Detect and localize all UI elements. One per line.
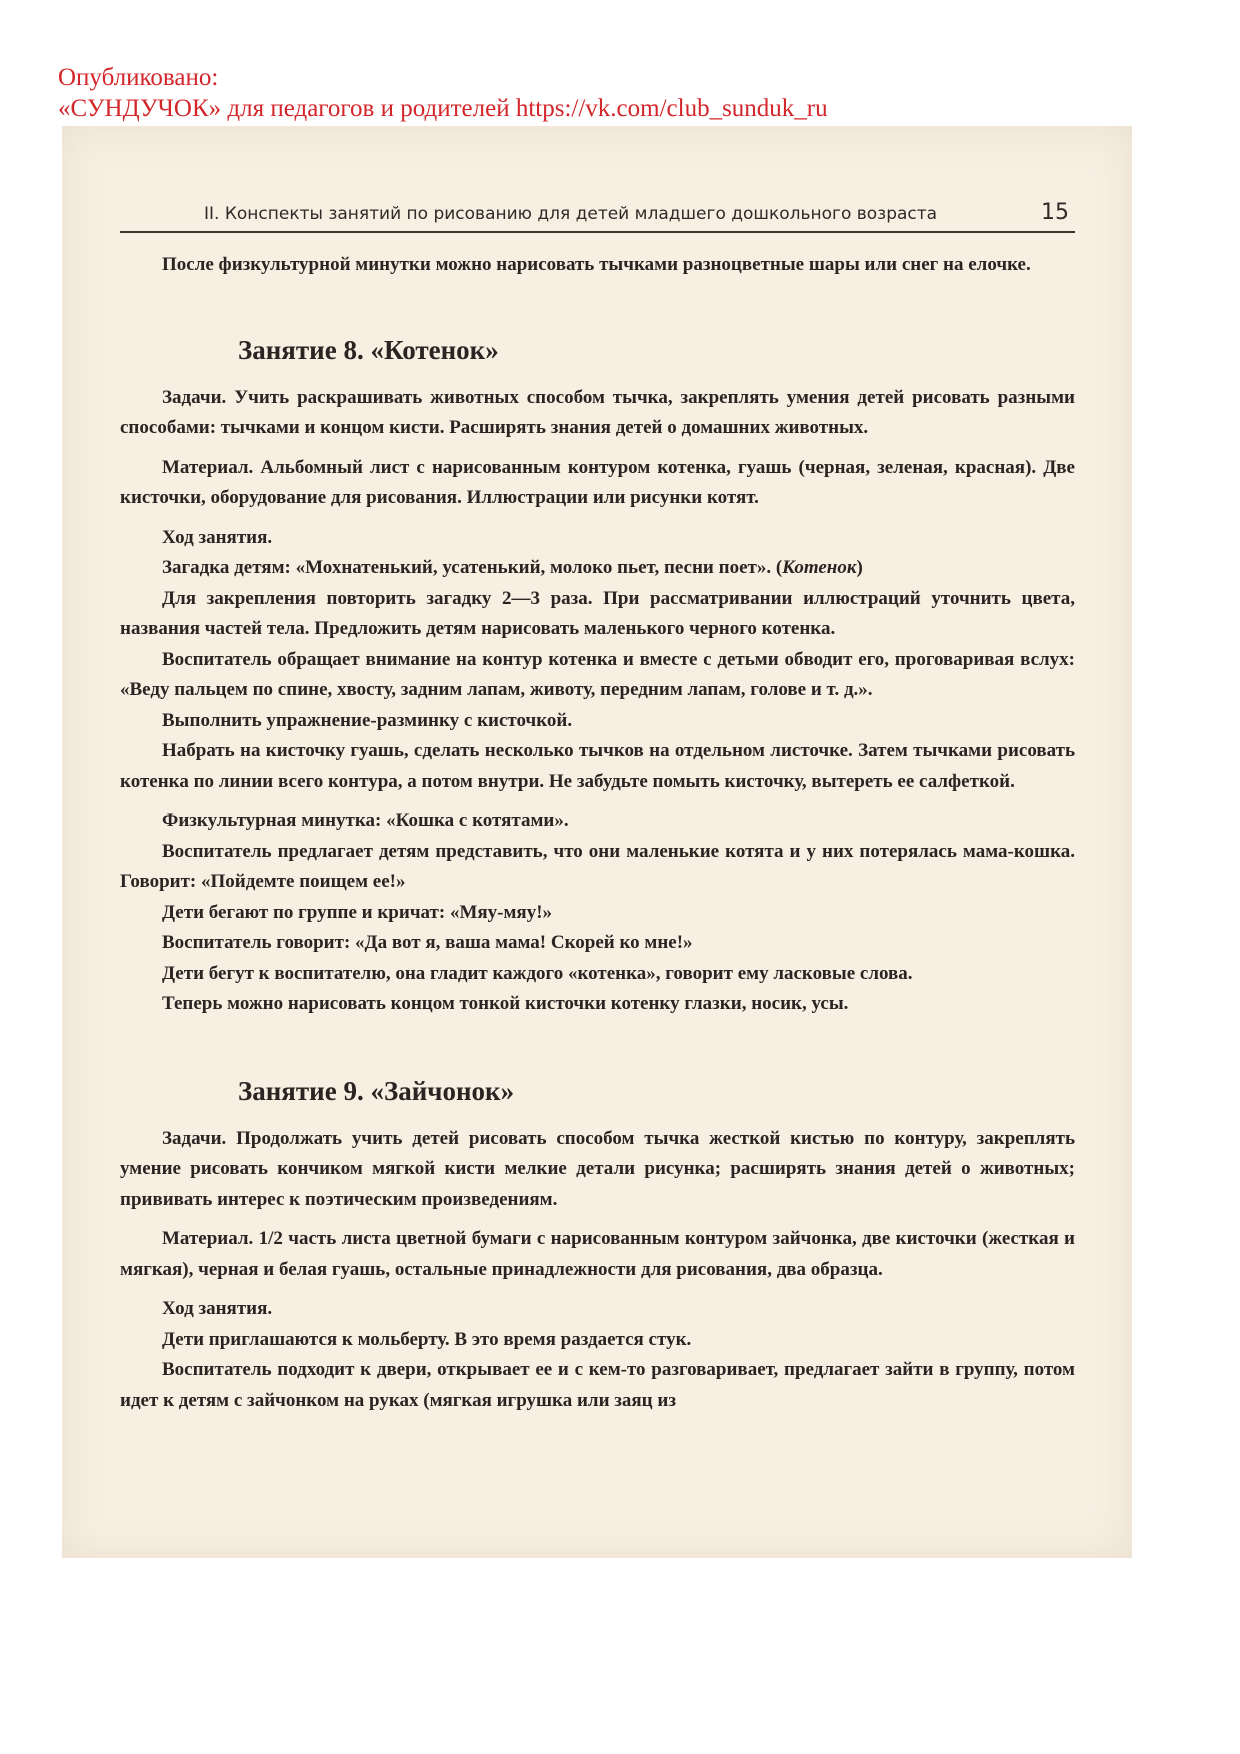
easel-text: приглашаются к мольберту. В это время раздается стук. [204, 1328, 692, 1350]
children-label: Дети [162, 901, 205, 923]
riddle-text: Загадка детям: «Мохнатенький, усатенький, молоко пьет, песни поет». ( [162, 557, 783, 578]
children-label: Дети [162, 962, 205, 984]
page-body [120, 250, 1075, 1416]
tasks-label: Задачи. [162, 386, 227, 408]
lesson-8-run [120, 898, 1075, 929]
educator-label: Воспитатель [162, 648, 272, 670]
lesson-8-tasks [120, 383, 1075, 444]
educator-label: Воспитатель [162, 1359, 272, 1380]
tasks-label: Задачи. [162, 1127, 227, 1149]
lesson-8-riddle [120, 553, 1075, 584]
material-label: Материал. [162, 456, 254, 478]
material-text: 1/2 часть листа цветной бумаги с нарисованным контуром зайчонка, две кисточки (жесткая и мягкая), черная и белая гуашь, остальные принадлежности для рисования, два образца. [120, 1228, 1075, 1280]
lesson-8-course-label: Ход занятия. [162, 526, 273, 548]
running-head-title: II. Конспекты занятий по рисованию для детей младшего дошкольного возраста [204, 204, 938, 224]
lesson-9-easel [120, 1325, 1075, 1356]
lesson-8-here [120, 928, 1075, 959]
educator-label: Воспитатель [162, 932, 272, 953]
lesson-8-contour [120, 645, 1075, 706]
publisher-line-1: Опубликовано: [58, 64, 219, 91]
children-label: Дети [162, 1328, 205, 1350]
lesson-9-heading: Занятие 9. «Зайчонок» [238, 1075, 515, 1106]
contour-text: обращает внимание на контур котенка и вместе с детьми обводит его, проговаривая вслух: «Веду пальцем по спине, хвосту, задним лапам, животу, передним лапам, голове и т. д.». [120, 648, 1075, 700]
riddle-answer: Котенок [782, 557, 857, 578]
educator-label: Воспитатель [162, 840, 272, 862]
lesson-9-course-label: Ход занятия. [162, 1298, 273, 1319]
lesson-8-heading: Занятие 8. «Котенок» [238, 334, 499, 365]
lesson-9-material [120, 1224, 1075, 1285]
tasks-text: Продолжать учить детей рисовать способом тычка жесткой кистью по контуру, закреплять умение рисовать кончиком мягкой кисти мелкие детали рисунка; расширять знания детей о животных; прививать интерес к поэтическим произведениям. [120, 1127, 1075, 1210]
lesson-9-tasks [120, 1124, 1075, 1216]
phys-label: Физкультурная минутка: [162, 810, 382, 831]
material-label: Материал. [162, 1228, 254, 1249]
lesson-8-repeat: Для закрепления повторить загадку 2—3 раза. При рассматривании иллюстраций уточнить цвета, названия частей тела. Предложить детям нарисовать маленького черного котенка. [120, 587, 1075, 639]
riddle-close: ) [856, 557, 863, 578]
publisher-note [58, 62, 828, 124]
book-page [62, 126, 1132, 1558]
here-text: говорит: «Да вот я, ваша мама! Скорей ко мне!» [271, 932, 693, 953]
lesson-8-strokes [120, 959, 1075, 990]
strokes-text: бегут к воспитателю, она гладит каждого «котенка», говорит ему ласковые слова. [204, 962, 913, 984]
imagine-text: предлагает детям представить, что они маленькие котята и у них потерялась мама-кошка. Говорит: «Пойдемте поищем ее!» [120, 840, 1075, 892]
door-text: подходит к двери, открывает ее и с кем-то разговаривает, предлагает зайти в группу, потом идет к детям с зайчонком на руках (мягкая игрушка или заяц из [120, 1359, 1075, 1411]
tasks-text: Учить раскрашивать животных способом тычка, закреплять умения детей рисовать разными способами: тычками и концом кисти. Расширять знания детей о домашних животных. [120, 386, 1075, 438]
page-number: 15 [1041, 200, 1069, 225]
lesson-8-eyes: Теперь можно нарисовать концом тонкой кисточки котенку глазки, носик, усы. [162, 993, 849, 1014]
lesson-8-imagine [120, 837, 1075, 898]
lesson-9-door [120, 1355, 1075, 1416]
running-head [120, 200, 1075, 233]
run-text: бегают по группе и кричат: «Мяу-мяу!» [204, 901, 553, 923]
intro-paragraph: После физкультурной минутки можно нарисовать тычками разноцветные шары или снег на елочке. [162, 254, 1031, 275]
material-text: Альбомный лист с нарисованным контуром котенка, гуашь (черная, зеленая, красная). Две кисточки, оборудование для рисования. Иллюстрации или рисунки котят. [120, 456, 1075, 508]
publisher-line-2: «СУНДУЧОК» для педагогов и родителей https://vk.com/club_sunduk_ru [58, 95, 828, 122]
lesson-8-material [120, 453, 1075, 514]
lesson-8-phys [120, 806, 1075, 837]
lesson-8-gouache: Набрать на кисточку гуашь, сделать несколько тычков на отдельном листочке. Затем тычками рисовать котенка по линии всего контура, а потом внутри. Не забудьте помыть кисточку, вытереть ее салфеткой. [120, 740, 1075, 792]
phys-text: «Кошка с котятами». [381, 810, 569, 831]
lesson-8-warmup: Выполнить упражнение-разминку с кисточкой. [162, 709, 573, 731]
